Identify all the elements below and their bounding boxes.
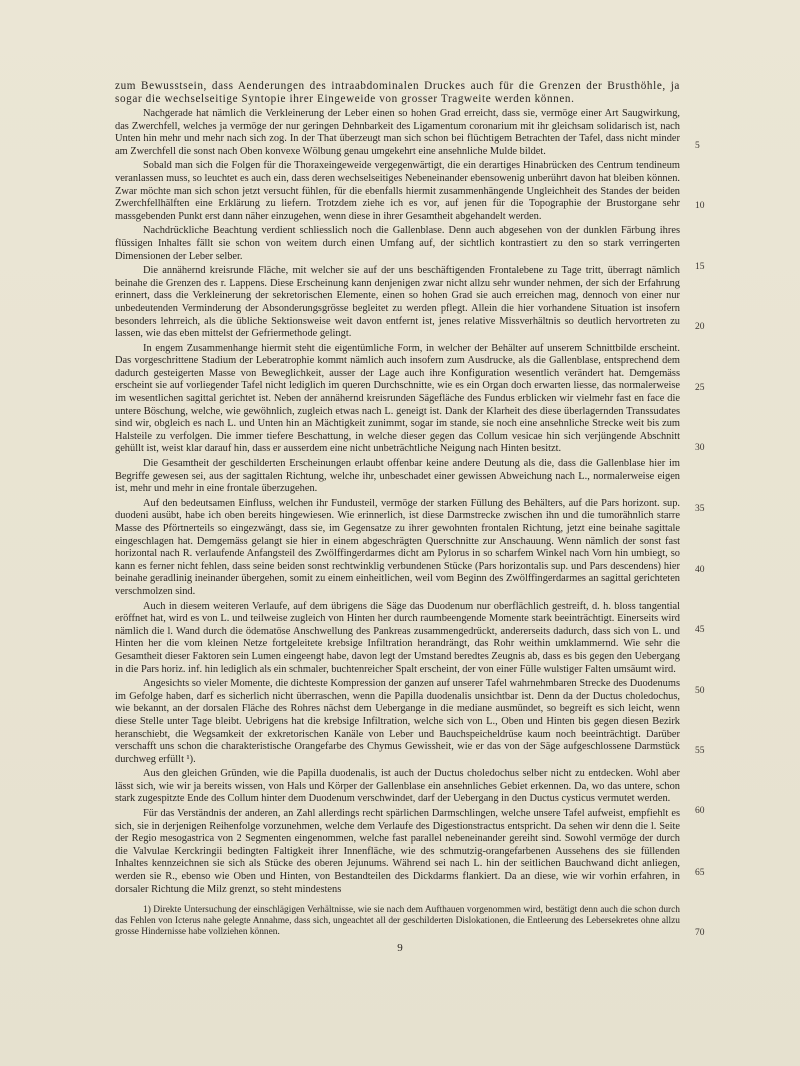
page-number: 9 xyxy=(397,942,403,954)
line-number: 30 xyxy=(695,443,705,453)
paragraph-1: zum Bewusstsein, dass Aenderungen des intraabdominalen Druckes auch für die Grenzen der Brusthöhle, ja sogar die wechselseitige Syntopie ihrer Eingeweide von grosser Tragweite werden können. xyxy=(115,80,680,105)
paragraph-6: In engem Zusammenhange hiermit steht die eigentümliche Form, in welcher der Behälter auf unserem Schnittbilde erscheint. Das vorgeschrittene Stadium der Leberatrophie kommt nämlich auch insofern zum Ausdrucke, als die Gallenblase, entsprechend dem dadurch gesteigerten Masse von Beweglichkeit, ausser der Lage auch ihre Konfiguration wesentlich verändert hat. Demgemäss erscheint sie auf vorliegender Tafel nicht lediglich im queren Durchschnitte, wie es ein Organ doch erwarten liesse, das normalerweise im wesentlichen sagittal gerichtet ist. Neben der annähernd kreisrunden Sägefläche des Fundus erblicken wir vielmehr fast en face die untere Böschung, welche, wie gewöhnlich, zugleich etwas nach L. geneigt ist. Dank der Klarheit des diese überlagernden Transsudates sind wir, obgleich es nach L. und Unten hin an Mächtigkeit zunimmt, sogar im stande, sie noch eine ansehnliche Strecke weit bis zum Halsteile zu verfolgen. Die immer tiefere Beschattung, in welche dieser gegen das Collum vesicae hin sich verjüngende Abschnitt gehüllt ist, weist klar darauf hin, dass er ausserdem eine nicht unbeträchtliche Neigung nach Hinten besitzt. xyxy=(115,342,680,455)
paragraph-5: Die annähernd kreisrunde Fläche, mit welcher sie auf der uns beschäftigenden Frontalebene zu Tage tritt, überragt nämlich beinahe die Grenzen des r. Lappens. Diese Erscheinung kann denjenigen zwar nicht allzu sehr wunder nehmen, der sich der Erfahrung erinnert, dass die Verkleinerung der sekretorischen Elemente, einen so hohen Grad sie auch erreichen mag, dennoch von einer nur unbedeutenden Verminderung der Absonderungsgrösse begleitet zu werden pflegt. Allein die hier vorhandene Situation ist insofern besonders lehrreich, als die übliche Sektionsweise weit davon entfernt ist, jenes relative Missverhältnis so deutlich hervortreten zu lassen, wie das eben mittelst der Gefriermethode gelingt. xyxy=(115,265,680,340)
paragraph-12: Für das Verständnis der anderen, an Zahl allerdings recht spärlichen Darmschlingen, welche unsere Tafel aufweist, empfiehlt es sich, sie in derjenigen Reihenfolge vorzunehmen, welche dem Verlaufe des Digestionstractus entspricht. Da sehen wir denn die l. Seite der Regio mesogastrica von 2 Segmenten eingenommen, welche fast parallel nebeneinander gereiht sind. Sowohl vermöge der durch die Valvulae Kerckringii bedingten Faltigkeit ihrer Innenfläche, wie des schmutzig-orangefarbenen Aussehens des sie füllenden Inhaltes kennzeichnen sie sich als Stücke des oberen Jejunums. Während sei nach L. hin der seitlichen Bauchwand dicht anliegen, werden sie R., ebenso wie Oben und Hinten, von Bestandteilen des Dickdarms flankiert. Da an diese, wie wir vorhin erfahren, in dorsaler Richtung die Milz grenzt, so steht mindestens xyxy=(115,808,680,895)
paragraph-4: Nachdrückliche Beachtung verdient schliesslich noch die Gallenblase. Denn auch abgesehen von der dunklen Färbung ihres flüssigen Inhaltes fällt sie schon von weitem durch einen Umfang auf, der sichtlich kontrastiert zu den so stark verringerten Dimensionen der Leber selber. xyxy=(115,225,680,262)
line-number: 40 xyxy=(695,565,705,575)
paragraph-11: Aus den gleichen Gründen, wie die Papilla duodenalis, ist auch der Ductus choledochus selber nicht zu entdecken. Wohl aber lässt sich, wie wir ja bereits wissen, von Hals und Körper der Gallenblase ein ansehnliches Gebiet erkennen. Da, wo das untere, schon stark zugespitzte Ende des Collum hinter dem Duodenum verschwindet, darf der Uebergang in den Ductus cysticus vermutet werden. xyxy=(115,768,680,805)
paragraph-10: Angesichts so vieler Momente, die dichteste Kompression der ganzen auf unserer Tafel wahrnehmbaren Strecke des Duodenums im Gefolge haben, darf es sicherlich nicht überraschen, wenn die Papilla duodenalis unsichtbar ist. Denn da der Ductus choledochus, wie bekannt, an der dorsalen Fläche des Rohres nächst dem Uebergange in die mediane ausmündet, so begreift es sich leicht, wenn diese Stelle unter Tage bleibt. Uebrigens hat die krebsige Infiltration, welche sich von L., Oben und Hinten bis gegen diesen Bezirk heranschiebt, die Wegsamkeit der exkretorischen Kanäle von Leber und Bauchspeicheldrüse kaum noch beeinträchtigt. Darüber verschafft uns schon die charakteristische Orangefarbe des Chymus Gewissheit, wie er das von der Säge aufgeschlossene Darmstück durchweg erfüllt ¹). xyxy=(115,678,680,765)
line-number: 70 xyxy=(695,928,705,938)
line-number: 25 xyxy=(695,383,705,393)
paragraph-2: Nachgerade hat nämlich die Verkleinerung der Leber einen so hohen Grad erreicht, dass sie, vermöge einer Art Saugwirkung, das Zwerchfell, welches ja vermöge der nur geringen Dehnbarkeit des Ligamentum coronarium mit ihr gleichsam solidarisch ist, nach Unten hin mehr und mehr nach sich zog. In der That überzeugt man sich schon bei flüchtigem Betrachten der Tafel, dass nicht minder am Zwerchfell die sonst nach Oben konvexe Wölbung genau umgekehrt eine ansehnliche Mulde bildet. xyxy=(115,108,680,157)
line-number: 60 xyxy=(695,806,705,816)
footnote-text: 1) Direkte Untersuchung der einschlägigen Verhältnisse, wie sie nach dem Aufthauen vorgenommen wird, bestätigt denn auch die schon durch das Fehlen von Icterus nahe gelegte Annahme, dass sich, ungeachtet all der geschilderten Dislokationen, die Entleerung des Lebersekretes ohne allzu grosse Hindernisse habe vollziehen können. xyxy=(115,905,680,938)
line-number: 55 xyxy=(695,746,705,756)
line-number: 5 xyxy=(695,141,700,151)
line-number: 45 xyxy=(695,625,705,635)
line-number: 10 xyxy=(695,201,705,211)
paragraph-9: Auch in diesem weiteren Verlaufe, auf dem übrigens die Säge das Duodenum nur oberflächlich gestreift, d. h. bloss tangential eröffnet hat, wird es von L. und teilweise zugleich von Hinten her durch raumbeengende Momente stark beeinträchtigt. Einerseits wird nämlich die l. Wand durch die ödematöse Anschwellung des Pankreas zusammengedrückt, andererseits dadurch, dass sich von L. und Hinten her die vom kleinen Netze fortgeleitete krebsige Infiltration herandrängt, das Rohr weithin umklammernd. Wie sehr die Gesamtheit dieser Faktoren sein Lumen eingeengt habe, davon legt der Umstand beredtes Zeugnis ab, dass es bis gegen den Uebergang in die Pars horiz. inf. hin lediglich als ein schmaler, buchtenreicher Spalt erscheint, der von einer Fülle wulstiger Falten umsäumt wird. xyxy=(115,600,680,675)
paragraph-8: Auf den bedeutsamen Einfluss, welchen ihr Fundusteil, vermöge der starken Füllung des Behälters, auf die Pars horizont. sup. duodeni ausübt, habe ich oben bereits hingewiesen. Wie erinnerlich, ist diese Darmstrecke zwischen ihn und die tumorähnlich starre Masse des Pförtnerteils so eingezwängt, dass sie, im Gegensatze zu ihrer gewohnten frontalen Richtung, jetzt eine beinahe sagittale eingeschlagen hat. Demgemäss gelangt sie hier in einem abgeschrägten Querschnitte zur Anschauung. Wenn nämlich der sonst fast horizontal nach R. verlaufende Anfangsteil des Zwölffingerdarmes dicht am Pylorus in so scharfem Winkel nach Vorn hin umbiegt, so kann es ferner nicht fehlen, dass seine beiden sonst rechtwinklig verbundenen Stücke (Pars horizontalis sup. und Pars descendens) hier beinahe geradlinig ineinander übergehen, somit zu einem einheitlichen, weil vom Beginn des Zwölffingerdarmes an sagittal gerichteten verschmolzen sind. xyxy=(115,497,680,597)
line-number: 50 xyxy=(695,686,705,696)
line-number: 35 xyxy=(695,504,705,514)
line-number: 65 xyxy=(695,868,705,878)
body-text xyxy=(115,80,680,898)
paragraph-3: Sobald man sich die Folgen für die Thoraxeingeweide vergegenwärtigt, die ein derartiges Hinabrücken des Centrum tendineum veranlassen muss, so leuchtet es auch ein, dass deren wechselseitiges Nebeneinander ebensowenig unberührt davon hat bleiben können. Zwar möchte man sich schon jetzt versucht fühlen, für die ebenfalls hiermit zusammenhängende Ungleichheit des Standes der beiden Zwerchfellhälften eine Erklärung zu liefern. Trotzdem ziehe ich es vor, auf jenen für die Topographie der Brustorgane sehr massgebenden Punkt erst dann näher einzugehen, wenn diese in ihrer Gesamtheit abgehandelt werden. xyxy=(115,160,680,222)
line-number: 15 xyxy=(695,262,705,272)
paragraph-7: Die Gesamtheit der geschilderten Erscheinungen erlaubt offenbar keine andere Deutung als die, dass die Gallenblase hier im Begriffe gewesen sei, aus der sagittalen Richtung, welche ihr, unbeschadet einer gewissen Abweichung nach L., normalerweise eigen ist, mehr und mehr in eine frontale überzugehen. xyxy=(115,458,680,495)
line-number: 20 xyxy=(695,322,705,332)
footnote xyxy=(115,905,680,939)
